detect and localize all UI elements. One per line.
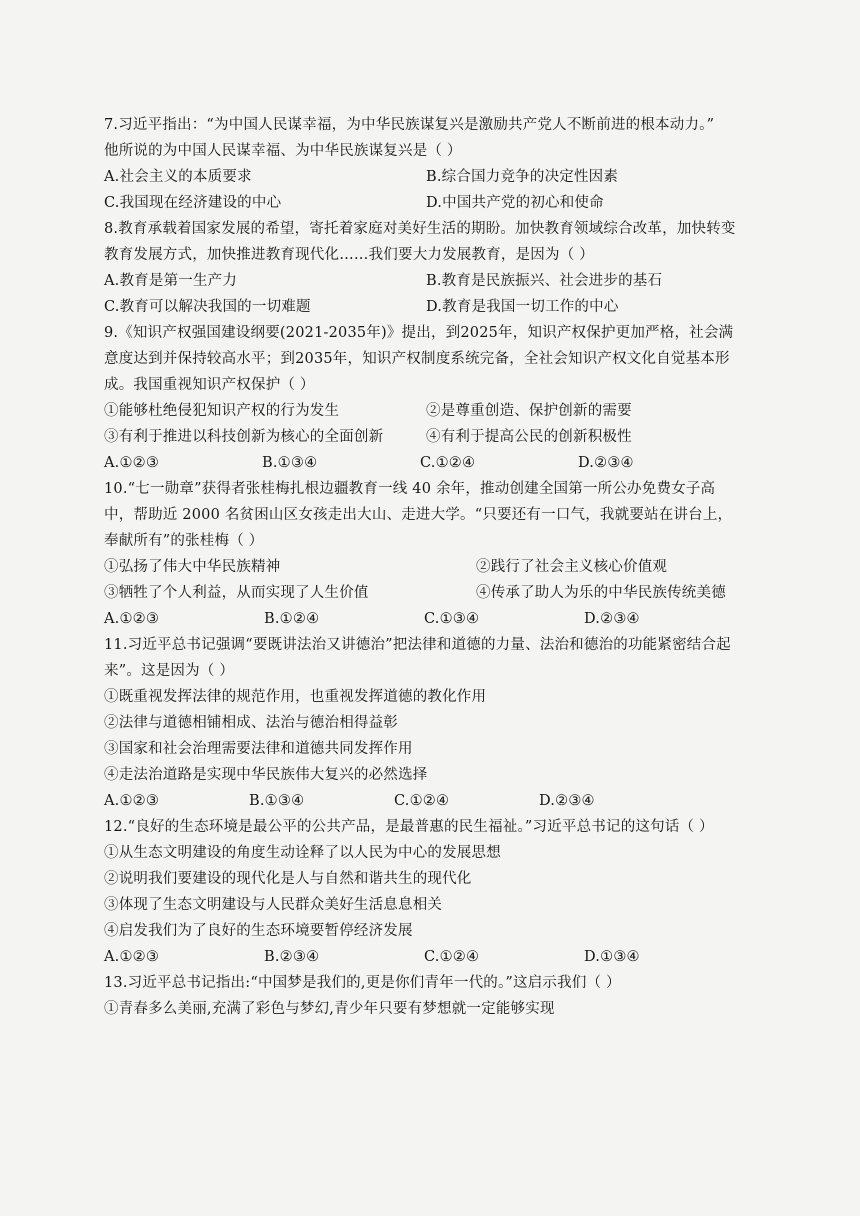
question-stem-line: 9.《知识产权强国建设纲要(2021-2035年)》提出，到2025年，知识产权保护更加严格，社会满	[104, 325, 734, 341]
option-c: C.①②④	[424, 949, 480, 965]
statement-4: ④走法治道路是实现中华民族伟大复兴的必然选择	[104, 767, 428, 783]
statement-2: ②说明我们要建设的现代化是人与自然和谐共生的现代化	[104, 871, 472, 887]
option-c: C.教育可以解决我国的一切难题	[104, 299, 311, 315]
question-11	[104, 632, 764, 814]
question-9	[104, 320, 764, 476]
options-row	[104, 450, 764, 476]
statement-3: ③牺牲了个人利益，从而实现了人生价值	[104, 585, 369, 601]
question-7	[104, 112, 764, 216]
statement-1: ①既重视发挥法律的规范作用，也重视发挥道德的教化作用	[104, 689, 487, 705]
questions-block	[104, 112, 764, 1022]
question-stem-line: 13.习近平总书记指出:“中国梦是我们的,更是你们青年一代的。”这启示我们（ ）	[104, 975, 621, 991]
question-stem-line: 来”。这是因为（ ）	[104, 663, 235, 679]
options-row	[104, 190, 764, 216]
statements-row	[104, 580, 764, 606]
question-stem-line: 8.教育承载着国家发展的希望，寄托着家庭对美好生活的期盼。加快教育领域综合改革，加快转变	[104, 221, 736, 237]
option-c: C.①③④	[424, 611, 480, 627]
statement-4: ④启发我们为了良好的生态环境要暂停经济发展	[104, 923, 413, 939]
statement-3: ③有利于推进以科技创新为核心的全面创新	[104, 429, 384, 445]
statement-4: ④传承了助人为乐的中华民族传统美德	[476, 585, 726, 601]
question-stem-line: 11.习近平总书记强调“要既讲法治又讲德治”把法律和道德的力量、法治和德治的功能紧密结合起	[104, 637, 731, 653]
statement-3: ③体现了生态文明建设与人民群众美好生活息息相关	[104, 897, 443, 913]
option-d: D.②③④	[578, 455, 634, 471]
statement-1: ①从生态文明建设的角度生动诠释了以人民为中心的发展思想	[104, 845, 501, 861]
option-b: B.①③④	[249, 793, 305, 809]
options-row	[104, 606, 764, 632]
options-row	[104, 944, 764, 970]
question-12	[104, 814, 764, 970]
option-c: C.我国现在经济建设的中心	[104, 195, 282, 211]
statement-1: ①青春多么美丽,充满了彩色与梦幻,青少年只要有梦想就一定能够实现	[104, 1001, 555, 1017]
question-8	[104, 216, 764, 320]
statement-4: ④有利于提高公民的创新积极性	[426, 429, 632, 445]
option-d: D.②③④	[539, 793, 595, 809]
option-b: B.①②④	[264, 611, 320, 627]
option-a: A.①②③	[104, 611, 160, 627]
statement-2: ②践行了社会主义核心价值观	[476, 559, 668, 575]
statements-row	[104, 554, 764, 580]
option-b: B.教育是民族振兴、社会进步的基石	[426, 273, 663, 289]
options-row	[104, 268, 764, 294]
option-a: A.社会主义的本质要求	[104, 169, 252, 185]
statement-1: ①弘扬了伟大中华民族精神	[104, 559, 281, 575]
option-a: A.教育是第一生产力	[104, 273, 238, 289]
question-10	[104, 476, 764, 632]
options-row	[104, 788, 764, 814]
statement-2: ②法律与道德相铺相成、法治与德治相得益彰	[104, 715, 398, 731]
option-a: A.①②③	[104, 455, 160, 471]
question-stem-line: 7.习近平指出：“为中国人民谋幸福，为中华民族谋复兴是激励共产党人不断前进的根本动力。”	[104, 117, 715, 133]
statement-2: ②是尊重创造、保护创新的需要	[426, 403, 632, 419]
option-d: D.中国共产党的初心和使命	[426, 195, 604, 211]
question-stem-line: 意度达到并保持较高水平；到2035年，知识产权制度系统完备，全社会知识产权文化自觉基本形	[104, 351, 730, 367]
option-b: B.①③④	[262, 455, 318, 471]
option-d: D.教育是我国一切工作的中心	[426, 299, 619, 315]
option-a: A.①②③	[104, 793, 160, 809]
question-stem-line: 12.“良好的生态环境是最公平的公共产品，是最普惠的民生福祉。”习近平总书记的这句话（ ）	[104, 819, 714, 835]
question-stem-line: 奉献所有”的张桂梅（ ）	[104, 533, 264, 549]
option-a: A.①②③	[104, 949, 160, 965]
statement-3: ③国家和社会治理需要法律和道德共同发挥作用	[104, 741, 413, 757]
option-c: C.①②④	[420, 455, 476, 471]
option-c: C.①②④	[394, 793, 450, 809]
options-row	[104, 294, 764, 320]
question-stem-line: 中，帮助近 2000 名贫困山区女孩走出大山、走进大学。“只要还有一口气，我就要站在讲台上，	[104, 507, 733, 523]
statement-1: ①能够杜绝侵犯知识产权的行为发生	[104, 403, 340, 419]
option-d: D.②③④	[584, 611, 640, 627]
question-stem-line: 他所说的为中国人民谋幸福、为中华民族谋复兴是（ ）	[104, 143, 462, 159]
statements-row	[104, 398, 764, 424]
question-stem-line: 成。我国重视知识产权保护（ ）	[104, 377, 315, 393]
question-stem-line: 10.“七一勋章”获得者张桂梅扎根边疆教育一线 40 余年，推动创建全国第一所公办免费女子高	[104, 481, 716, 497]
option-b: B.综合国力竞争的决定性因素	[426, 169, 619, 185]
option-b: B.②③④	[264, 949, 320, 965]
question-stem-line: 教育发展方式，加快推进教育现代化……我们要大力发展教育，是因为（ ）	[104, 247, 594, 263]
statements-row	[104, 424, 764, 450]
option-d: D.①③④	[584, 949, 640, 965]
question-13	[104, 970, 764, 1022]
options-row	[104, 164, 764, 190]
